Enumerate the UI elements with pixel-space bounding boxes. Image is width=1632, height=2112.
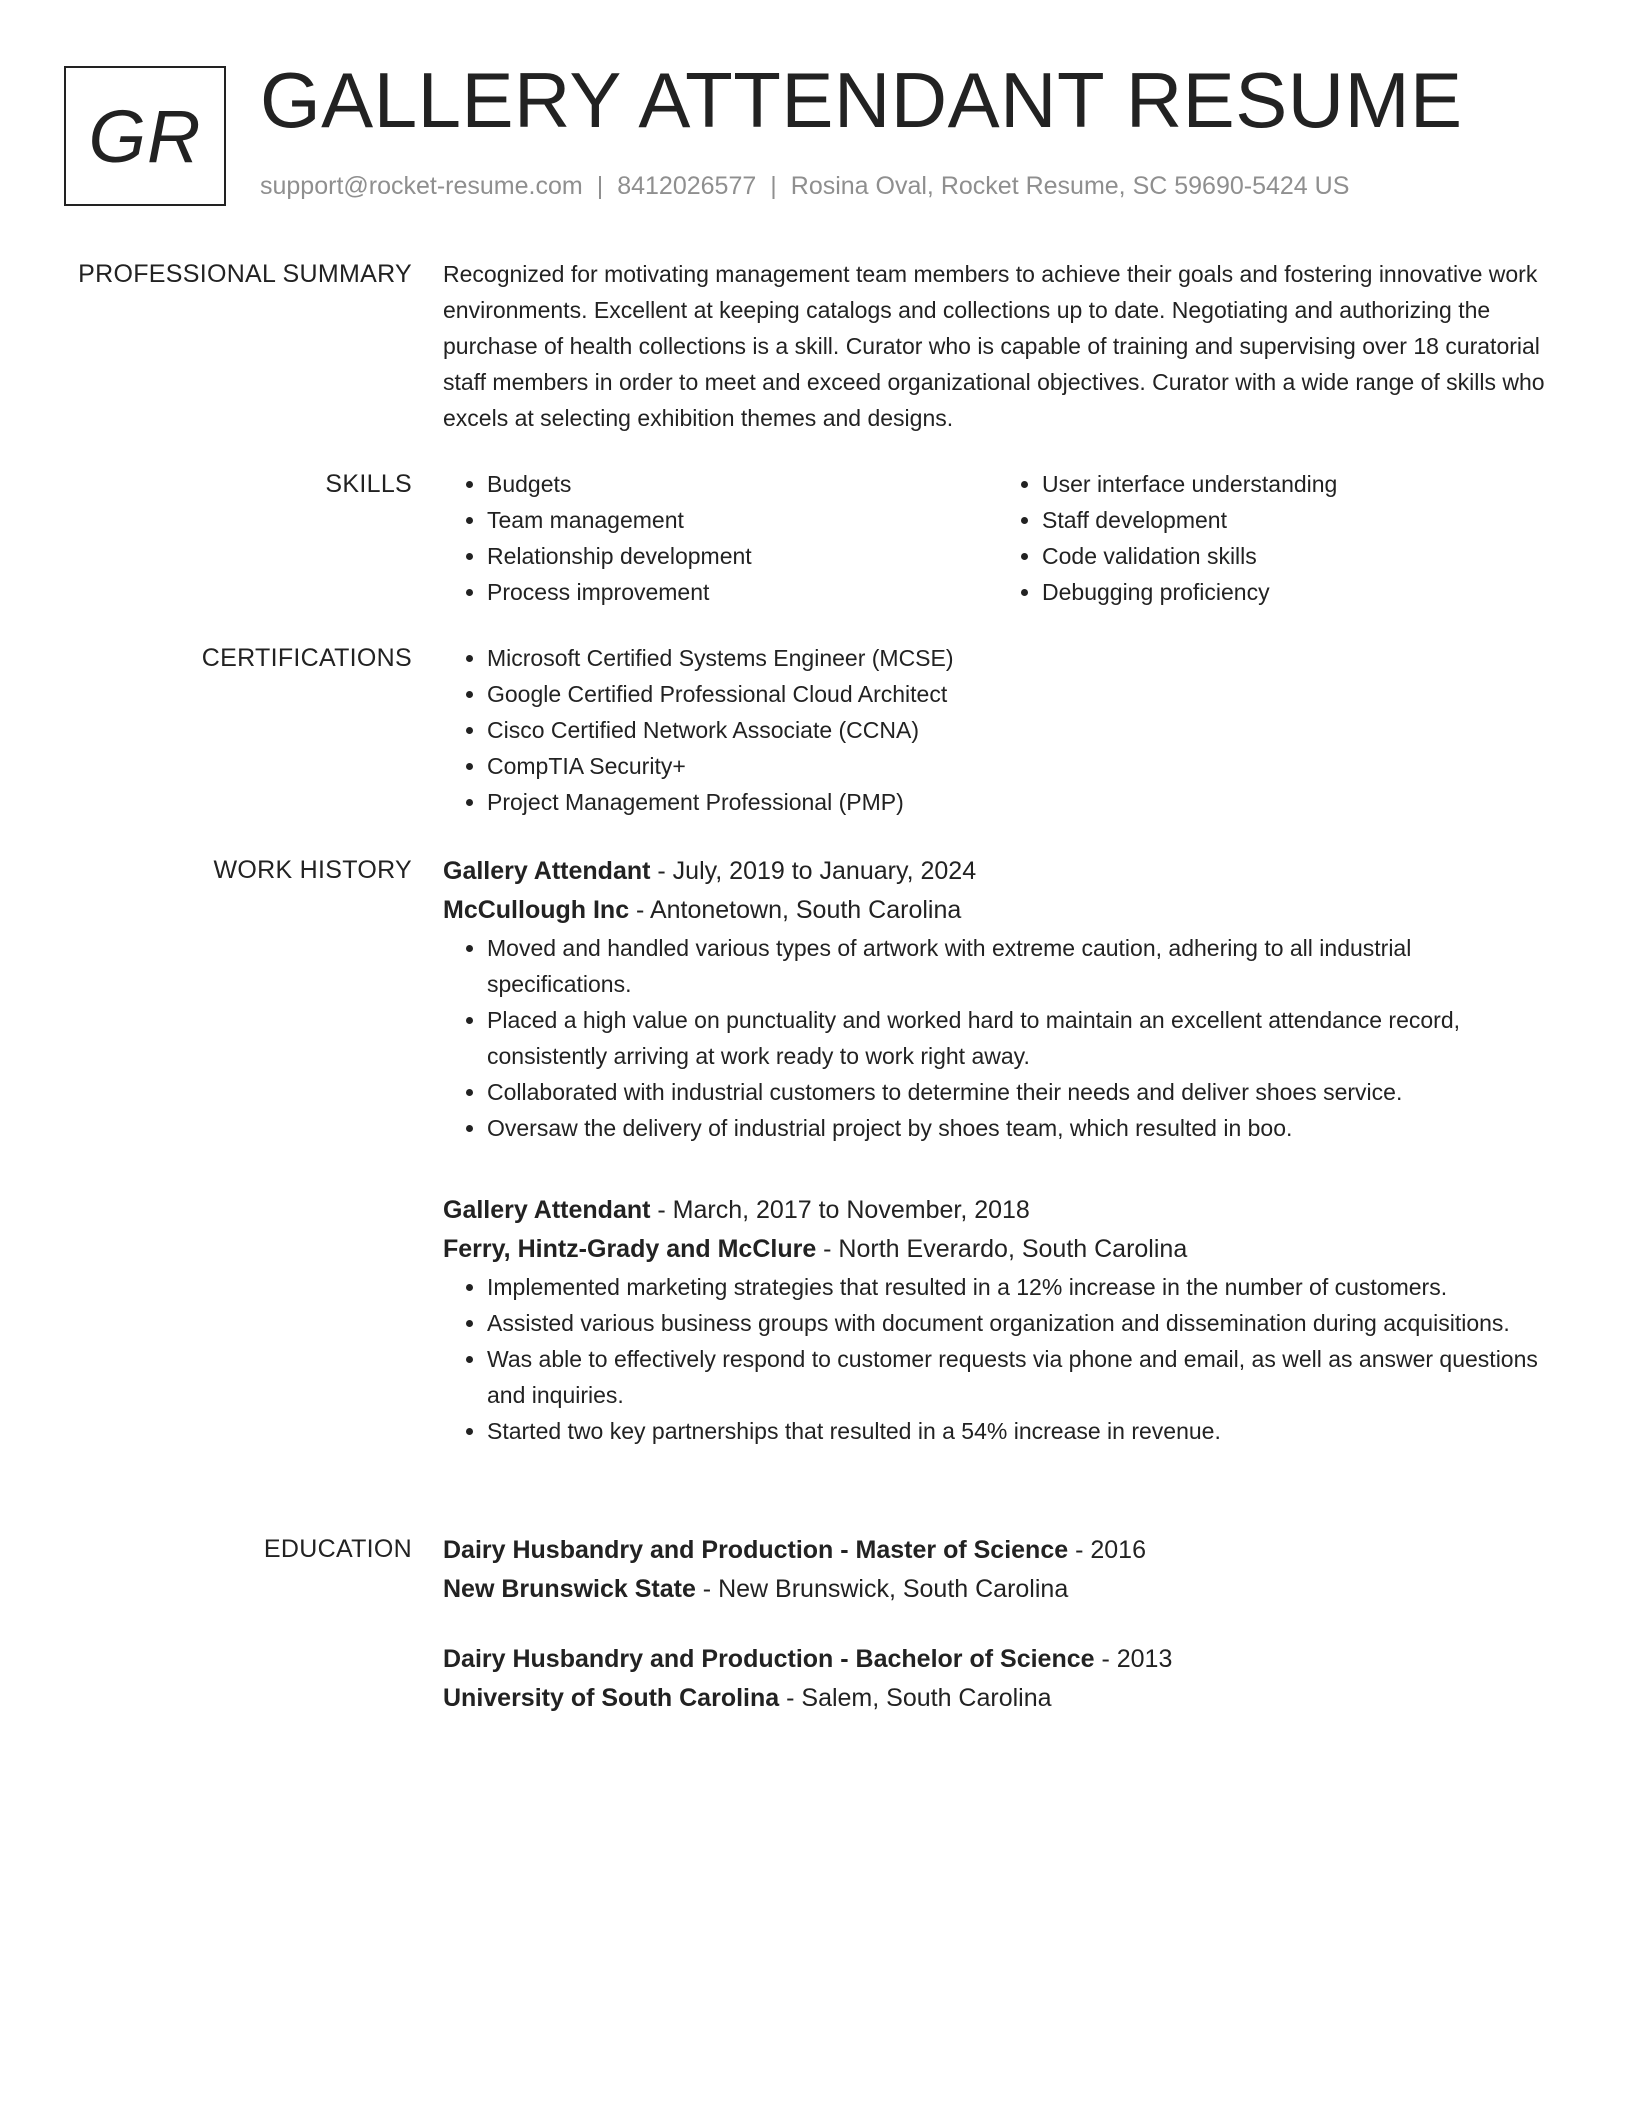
education-entry (443, 1640, 1553, 1718)
job-company-line (443, 1230, 1553, 1269)
job-bullet: • Assisted various business groups with document organization and dissemination during acquisitions. (487, 1305, 1553, 1341)
section-label-education: EDUCATION (263, 1535, 412, 1563)
certification-item: • CompTIA Security+ (487, 748, 1553, 784)
education-school: University of South Carolina (443, 1684, 780, 1712)
certification-item: • Cisco Certified Network Associate (CCNA) (487, 712, 1553, 748)
education-location: - Salem, South Carolina (779, 1684, 1052, 1712)
job-bullet: • Implemented marketing strategies that resulted in a 12% increase in the number of customers. (487, 1269, 1553, 1305)
job-location: - North Everardo, South Carolina (816, 1235, 1188, 1263)
job-location: - Antonetown, South Carolina (629, 896, 962, 924)
certifications-list (443, 640, 1553, 820)
education-body (443, 1531, 1553, 1609)
skill-item: • Code validation skills (1042, 538, 1553, 574)
contact-line (260, 172, 1349, 201)
skill-item: • Team management (487, 502, 998, 538)
job-bullet: • Oversaw the delivery of industrial project by shoes team, which resulted in boo. (487, 1110, 1553, 1146)
education-school-line (443, 1570, 1553, 1609)
skill-item: • Budgets (487, 466, 998, 502)
job-bullet: • Was able to effectively respond to customer requests via phone and email, as well as answer questions and inquiries. (487, 1341, 1553, 1413)
section-label-certifications: CERTIFICATIONS (201, 644, 412, 672)
contact-phone[interactable]: 8412026577 (617, 172, 757, 200)
skills-list-left (443, 466, 998, 610)
job-entry (443, 1191, 1553, 1449)
resume-title: GALLERY ATTENDANT RESUME (260, 56, 1463, 144)
section-label-summary: PROFESSIONAL SUMMARY (78, 260, 412, 288)
job-title-line (443, 1191, 1553, 1230)
education-degree: Dairy Husbandry and Production - Master of Science (443, 1536, 1069, 1564)
work-body-2 (443, 1191, 1553, 1449)
education-year: - 2016 (1068, 1536, 1146, 1564)
separator: | (596, 172, 604, 200)
job-bullet: • Moved and handled various types of artwork with extreme caution, adhering to all industrial specifications. (487, 930, 1553, 1002)
certification-item: • Microsoft Certified Systems Engineer (MCSE) (487, 640, 1553, 676)
job-bullet: • Collaborated with industrial customers to determine their needs and deliver shoes service. (487, 1074, 1553, 1110)
job-company: Ferry, Hintz-Grady and McClure (443, 1235, 817, 1263)
summary-body (443, 256, 1553, 436)
job-bullets (443, 930, 1553, 1146)
job-dates: - March, 2017 to November, 2018 (650, 1196, 1030, 1224)
skill-item: • Process improvement (487, 574, 998, 610)
job-title: Gallery Attendant (443, 857, 651, 885)
separator: | (770, 172, 777, 200)
job-bullet: • Started two key partnerships that resulted in a 54% increase in revenue. (487, 1413, 1553, 1449)
skills-body (443, 466, 1553, 610)
job-company: McCullough Inc (443, 896, 630, 924)
work-body (443, 852, 1553, 1146)
section-label-work: WORK HISTORY (213, 856, 412, 884)
section-label-skills: SKILLS (325, 470, 412, 498)
education-entry (443, 1531, 1553, 1609)
skill-item: • Relationship development (487, 538, 998, 574)
certification-item: • Google Certified Professional Cloud Architect (487, 676, 1553, 712)
education-year: - 2013 (1094, 1645, 1173, 1673)
job-company-line (443, 891, 1553, 930)
education-degree-line (443, 1640, 1553, 1679)
job-title-line (443, 852, 1553, 891)
certifications-body (443, 640, 1553, 820)
education-location: - New Brunswick, South Carolina (695, 1575, 1069, 1603)
job-dates: - July, 2019 to January, 2024 (650, 857, 977, 885)
job-entry (443, 852, 1553, 1146)
job-bullets (443, 1269, 1553, 1449)
skill-item: • Debugging proficiency (1042, 574, 1553, 610)
skill-item: • Staff development (1042, 502, 1553, 538)
skills-list-right (998, 466, 1553, 610)
job-bullet: • Placed a high value on punctuality and worked hard to maintain an excellent attendance record, consistently arriving at work ready to work right away. (487, 1002, 1553, 1074)
summary-text: Recognized for motivating management team members to achieve their goals and fostering innovative work environments. Excellent at keeping catalogs and collections up to date. Negotiating and authorizing the purchase of health collections is a skill. Curator who is capable of training and supervising over 18 curatorial staff members in order to meet and exceed organizational objectives. Curator with a wide range of skills who excels at selecting exhibition themes and designs. (443, 261, 1545, 431)
certification-item: • Project Management Professional (PMP) (487, 784, 1553, 820)
monogram-logo: GR (64, 66, 226, 206)
job-title: Gallery Attendant (443, 1196, 651, 1224)
skill-item: • User interface understanding (1042, 466, 1553, 502)
contact-address: Rosina Oval, Rocket Resume, SC 59690-5424 US (790, 172, 1350, 200)
education-body-2 (443, 1640, 1553, 1718)
education-school-line (443, 1679, 1553, 1718)
education-school: New Brunswick State (443, 1575, 696, 1603)
contact-email[interactable]: support@rocket-resume.com (260, 172, 583, 200)
education-degree: Dairy Husbandry and Production - Bachelor of Science (443, 1645, 1095, 1673)
education-degree-line (443, 1531, 1553, 1570)
